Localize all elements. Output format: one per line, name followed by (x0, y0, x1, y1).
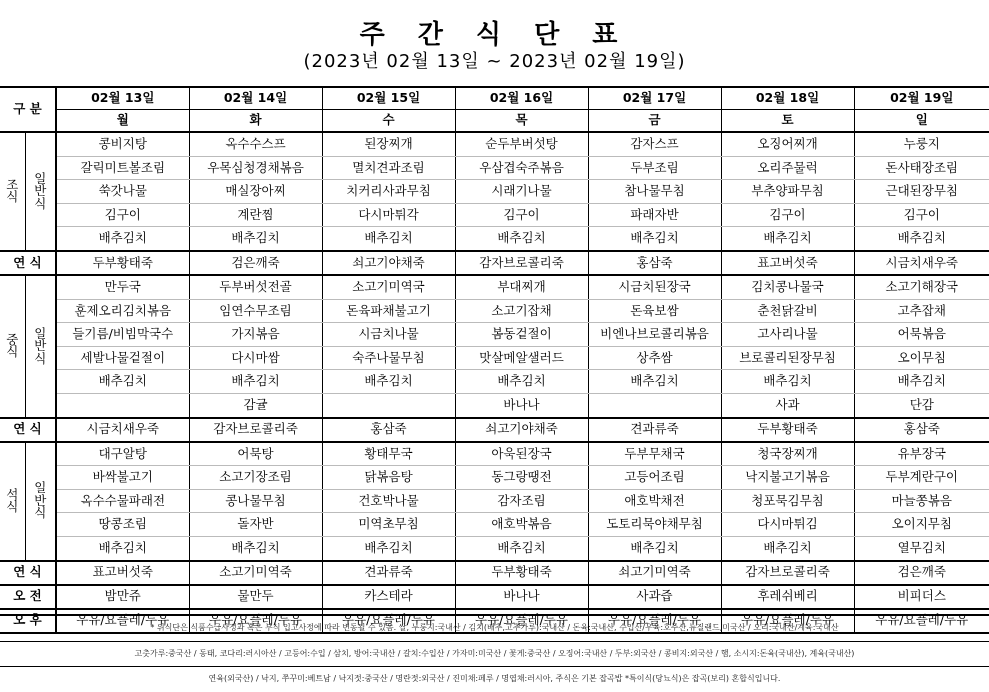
menu-item: 다시마쌈 (189, 346, 322, 370)
dinner-porridge-item: 쇠고기미역죽 (588, 561, 721, 585)
menu-item: 갈릭미트볼조림 (56, 156, 189, 180)
lunch-porridge-item: 홍삼죽 (322, 418, 455, 442)
lunch-label (0, 275, 25, 418)
menu-item: 애호박채전 (588, 489, 721, 513)
menu-item: 배추김치 (588, 370, 721, 394)
menu-item: 돈사태장조림 (854, 156, 989, 180)
day-header: 월 (56, 110, 189, 133)
menu-item: 청국장찌개 (721, 442, 854, 466)
menu-item: 우목심청경채볶음 (189, 156, 322, 180)
breakfast-label-char: 식 (6, 189, 19, 205)
menu-item: 아욱된장국 (455, 442, 588, 466)
pm-snack-item: 우유/요플레/두유 (854, 609, 989, 633)
date-header: 02월 16일 (455, 87, 588, 110)
breakfast-sub-label-char: 일 (34, 170, 47, 186)
menu-item: 감자조림 (455, 489, 588, 513)
menu-item: 순두부버섯탕 (455, 132, 588, 156)
menu-item: 돌자반 (189, 513, 322, 537)
am-snack-item: 비피더스 (854, 585, 989, 609)
menu-item: 낙지불고기볶음 (721, 466, 854, 490)
dinner-porridge-item: 견과류죽 (322, 561, 455, 585)
menu-item: 돈육파채불고기 (322, 299, 455, 323)
menu-item: 근대된장무침 (854, 180, 989, 204)
menu-item: 된장찌개 (322, 132, 455, 156)
menu-item: 바나나 (455, 393, 588, 417)
menu-item: 춘천닭갈비 (721, 299, 854, 323)
menu-item: 만두국 (56, 275, 189, 299)
menu-item (322, 393, 455, 417)
category-header: 구 분 (0, 87, 56, 132)
menu-item: 돈육보쌈 (588, 299, 721, 323)
menu-item: 단감 (854, 393, 989, 417)
menu-item: 닭볶음탕 (322, 466, 455, 490)
day-header: 금 (588, 110, 721, 133)
menu-item (588, 393, 721, 417)
menu-item: 두부무채국 (588, 442, 721, 466)
menu-item: 소고기해장국 (854, 275, 989, 299)
menu-item: 배추김치 (721, 370, 854, 394)
day-header: 토 (721, 110, 854, 133)
menu-item: 애호박볶음 (455, 513, 588, 537)
menu-item: 시래기나물 (455, 180, 588, 204)
dinner-porridge-item: 두부황태죽 (455, 561, 588, 585)
pm-snack-item: 우유/요플레/두유 (721, 609, 854, 633)
weekly-menu-table (0, 86, 989, 634)
menu-item: 들기름/비빔막국수 (56, 323, 189, 347)
breakfast-porridge-item: 시금치새우죽 (854, 251, 989, 275)
menu-item: 배추김치 (56, 227, 189, 251)
date-header: 02월 13일 (56, 87, 189, 110)
menu-item: 가지볶음 (189, 323, 322, 347)
menu-item: 마늘쫑볶음 (854, 489, 989, 513)
lunch-sub-label (25, 275, 56, 418)
menu-item: 두부버섯전골 (189, 275, 322, 299)
menu-item: 배추김치 (322, 536, 455, 560)
date-range: (2023년 02월 13일 ~ 2023년 02월 19일) (303, 51, 686, 72)
day-header: 화 (189, 110, 322, 133)
menu-item: 계란찜 (189, 203, 322, 227)
breakfast-sub-label (25, 132, 56, 251)
date-header: 02월 14일 (189, 87, 322, 110)
date-header: 02월 19일 (854, 87, 989, 110)
lunch-porridge-item: 감자브로콜리죽 (189, 418, 322, 442)
menu-item: 임연수무조림 (189, 299, 322, 323)
menu-item: 배추김치 (189, 370, 322, 394)
menu-item: 참나물무침 (588, 180, 721, 204)
breakfast-porridge-item: 검은깨죽 (189, 251, 322, 275)
menu-item: 고등어조림 (588, 466, 721, 490)
menu-item: 김구이 (721, 203, 854, 227)
menu-item: 부추양파무침 (721, 180, 854, 204)
menu-item: 소고기미역국 (322, 275, 455, 299)
pm-snack-item: 우유/요플레/두유 (588, 609, 721, 633)
menu-item: 치커리사과무침 (322, 180, 455, 204)
menu-item: 김구이 (56, 203, 189, 227)
menu-item: 멸치견과조림 (322, 156, 455, 180)
am-snack-item: 사과즙 (588, 585, 721, 609)
menu-item: 동그랑땡전 (455, 466, 588, 490)
breakfast-porridge-label: 연 식 (0, 251, 56, 275)
breakfast-porridge-item: 쇠고기야채죽 (322, 251, 455, 275)
menu-item: 배추김치 (322, 227, 455, 251)
breakfast-label-char: 조 (6, 176, 19, 192)
dinner-porridge-item: 감자브로콜리죽 (721, 561, 854, 585)
menu-item: 배추김치 (721, 227, 854, 251)
date-header: 02월 17일 (588, 87, 721, 110)
lunch-porridge-item: 두부황태죽 (721, 418, 854, 442)
pm-snack-item: 우유/요플레/두유 (322, 609, 455, 633)
menu-item: 어묵탕 (189, 442, 322, 466)
day-header: 목 (455, 110, 588, 133)
breakfast-sub-label-char: 식 (34, 195, 47, 211)
menu-item: 숙주나물무침 (322, 346, 455, 370)
lunch-porridge-item: 시금치새우죽 (56, 418, 189, 442)
breakfast-label (0, 132, 25, 251)
menu-item (56, 393, 189, 417)
date-header: 02월 15일 (322, 87, 455, 110)
breakfast-porridge-item: 표고버섯죽 (721, 251, 854, 275)
menu-item: 건호박나물 (322, 489, 455, 513)
menu-item: 배추김치 (588, 227, 721, 251)
menu-item: 감귤 (189, 393, 322, 417)
breakfast-porridge-item: 홍삼죽 (588, 251, 721, 275)
menu-item: 쑥갓나물 (56, 180, 189, 204)
breakfast-porridge-item: 감자브로콜리죽 (455, 251, 588, 275)
menu-item: 배추김치 (854, 227, 989, 251)
menu-item: 오징어찌개 (721, 132, 854, 156)
menu-item: 배추김치 (455, 370, 588, 394)
pm-snack-item: 우유/요플레/두유 (455, 609, 588, 633)
menu-item: 브로콜리된장무침 (721, 346, 854, 370)
menu-item: 봄동겉절이 (455, 323, 588, 347)
menu-item: 고추잡채 (854, 299, 989, 323)
menu-item: 미역초무침 (322, 513, 455, 537)
am-snack-item: 카스테라 (322, 585, 455, 609)
menu-item: 바싹불고기 (56, 466, 189, 490)
menu-item: 다시마튀김 (721, 513, 854, 537)
day-header: 일 (854, 110, 989, 133)
menu-item: 상추쌈 (588, 346, 721, 370)
menu-item: 콩나물무침 (189, 489, 322, 513)
menu-item: 두부조림 (588, 156, 721, 180)
lunch-porridge-item: 홍삼죽 (854, 418, 989, 442)
dinner-porridge-item: 검은깨죽 (854, 561, 989, 585)
menu-item: 매실장아찌 (189, 180, 322, 204)
dinner-label-char: 석 (6, 486, 19, 502)
am-snack-item: 후레쉬베리 (721, 585, 854, 609)
menu-item: 김치콩나물국 (721, 275, 854, 299)
menu-item: 배추김치 (854, 370, 989, 394)
origin-note-line: * 위식단은 식품수급사정과 혹은 부식 입고사정에 따라 변동될 수 있음. 쌀, 누룽지:국내산 / 김치(배추,고추가루):국내산 / 돈육:국내산, 수입산/우육:호주산,뉴질랜드,미국산 / 오리:국내산/계육:국내산 (0, 614, 989, 642)
menu-item: 김구이 (455, 203, 588, 227)
menu-item: 배추김치 (56, 536, 189, 560)
menu-item: 배추김치 (588, 536, 721, 560)
menu-item: 배추김치 (322, 370, 455, 394)
day-header: 수 (322, 110, 455, 133)
origin-note-line: 고춧가루:중국산 / 동태, 코다리:러시아산 / 고등어:수입 / 삼치, 방어:국내산 / 갈치:수입산 / 가자미:미국산 / 꽃게:중국산 / 오징어:국내산 / 두부:외국산 / 콩비지:외국산 / 햄, 소시지:돈육(국내산), 계육(국내산) (0, 642, 989, 668)
lunch-sub-label-char: 일 (34, 325, 47, 341)
menu-item: 김구이 (854, 203, 989, 227)
menu-item: 훈제오리김치볶음 (56, 299, 189, 323)
menu-item: 시금치된장국 (588, 275, 721, 299)
menu-item: 감자스프 (588, 132, 721, 156)
am-snack-label: 오 전 (0, 585, 56, 609)
menu-item: 배추김치 (455, 227, 588, 251)
menu-item: 황태무국 (322, 442, 455, 466)
menu-item: 소고기장조림 (189, 466, 322, 490)
menu-item: 다시마튀각 (322, 203, 455, 227)
menu-item: 오리주물럭 (721, 156, 854, 180)
lunch-sub-label-char: 식 (34, 350, 47, 366)
menu-item: 땅콩조림 (56, 513, 189, 537)
menu-item: 청포묵김무침 (721, 489, 854, 513)
menu-item: 배추김치 (189, 227, 322, 251)
pm-snack-label: 오 후 (0, 609, 56, 633)
origin-notes (0, 614, 989, 692)
lunch-porridge-item: 견과류죽 (588, 418, 721, 442)
breakfast-sub-label-char: 반 (34, 183, 47, 199)
menu-item: 오이무침 (854, 346, 989, 370)
menu-item: 누룽지 (854, 132, 989, 156)
menu-item: 사과 (721, 393, 854, 417)
page-title: 주 간 식 단 표 (359, 20, 630, 50)
dinner-porridge-item: 표고버섯죽 (56, 561, 189, 585)
menu-item: 파래자반 (588, 203, 721, 227)
lunch-porridge-label: 연 식 (0, 418, 56, 442)
menu-item: 배추김치 (56, 370, 189, 394)
breakfast-porridge-item: 두부황태죽 (56, 251, 189, 275)
menu-item: 대구알탕 (56, 442, 189, 466)
origin-note-line: 연육(외국산) / 낙지, 쭈꾸미:베트남 / 낙지젓:중국산 / 명란젓:외국산 / 진미채:페루 / 명엽채:러시아, 주식은 기본 잡곡밥 *특이식(당뇨식)은 잡곡(보리) 혼합식입니다. (208, 674, 781, 683)
menu-item: 열무김치 (854, 536, 989, 560)
am-snack-item: 물만두 (189, 585, 322, 609)
lunch-label-char: 식 (6, 344, 19, 360)
menu-item: 어묵볶음 (854, 323, 989, 347)
menu-item: 배추김치 (189, 536, 322, 560)
menu-item: 두부계란구이 (854, 466, 989, 490)
menu-item: 부대찌개 (455, 275, 588, 299)
menu-item: 시금치나물 (322, 323, 455, 347)
date-header: 02월 18일 (721, 87, 854, 110)
dinner-sub-label-char: 반 (34, 492, 47, 508)
menu-item: 배추김치 (721, 536, 854, 560)
menu-item: 맛살메알샐러드 (455, 346, 588, 370)
dinner-sub-label-char: 식 (34, 505, 47, 521)
dinner-label-char: 식 (6, 499, 19, 515)
menu-item: 옥수수물파래전 (56, 489, 189, 513)
dinner-sub-label-char: 일 (34, 480, 47, 496)
pm-snack-item: 우유/요플레/두유 (56, 609, 189, 633)
menu-item: 비엔나브로콜리볶음 (588, 323, 721, 347)
menu-item: 유부장국 (854, 442, 989, 466)
lunch-label-char: 중 (6, 331, 19, 347)
menu-item: 배추김치 (455, 536, 588, 560)
menu-item: 고사리나물 (721, 323, 854, 347)
lunch-porridge-item: 쇠고기야채죽 (455, 418, 588, 442)
menu-item: 세발나물겉절이 (56, 346, 189, 370)
dinner-label (0, 442, 25, 561)
menu-item: 소고기잡채 (455, 299, 588, 323)
am-snack-item: 바나나 (455, 585, 588, 609)
dinner-sub-label (25, 442, 56, 561)
menu-item: 콩비지탕 (56, 132, 189, 156)
menu-item: 우삼겹숙주볶음 (455, 156, 588, 180)
am-snack-item: 밤만쥬 (56, 585, 189, 609)
dinner-porridge-label: 연 식 (0, 561, 56, 585)
menu-item: 옥수수스프 (189, 132, 322, 156)
menu-item: 오이지무침 (854, 513, 989, 537)
dinner-porridge-item: 소고기미역죽 (189, 561, 322, 585)
pm-snack-item: 우유/요플레/두유 (189, 609, 322, 633)
lunch-sub-label-char: 반 (34, 338, 47, 353)
menu-item: 도토리묵야채무침 (588, 513, 721, 537)
